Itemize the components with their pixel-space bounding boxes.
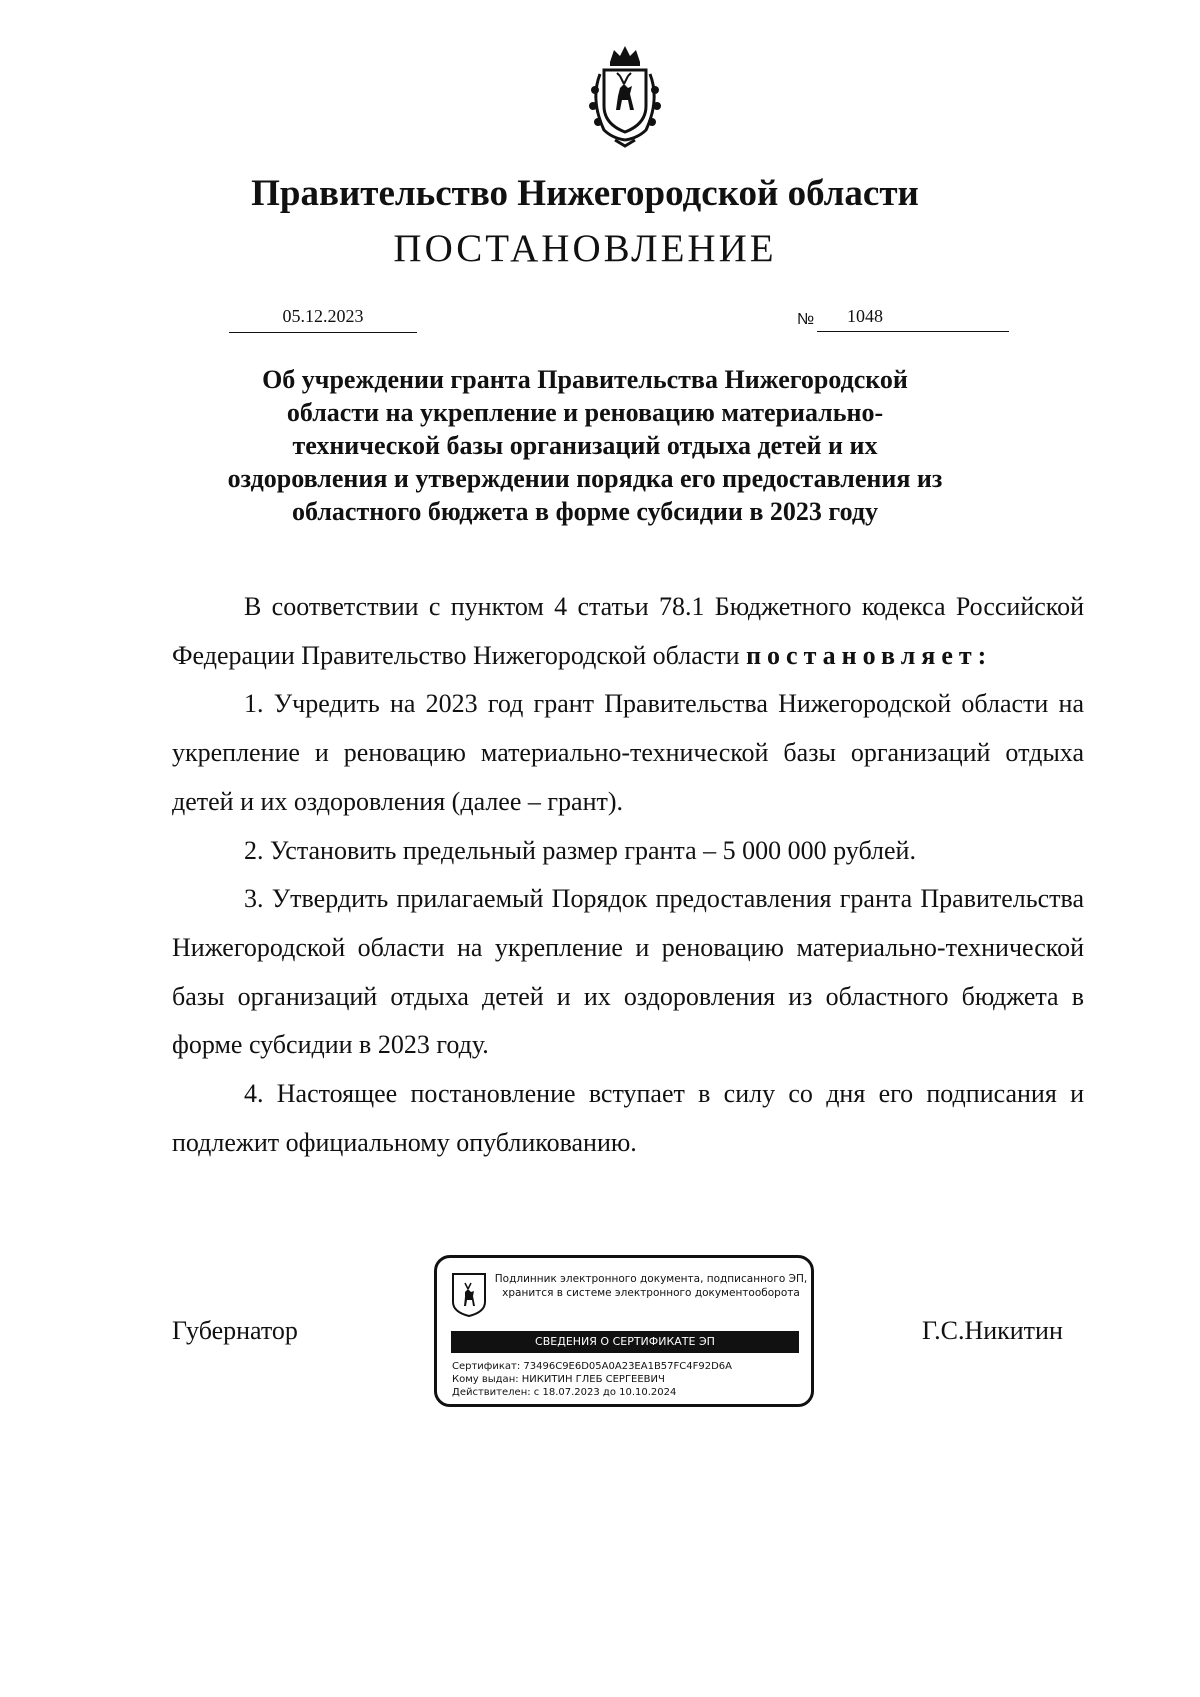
item-paragraph: 3. Утвердить прилагаемый Порядок предоставления гранта Правительства Нижегородской области на укрепление и реновацию материально-технической базы организаций отдыха детей и их оздоровления из областного бюджета в форме субсидии в 2023 году.: [172, 884, 1084, 1060]
signer-position: Губернатор: [172, 1316, 298, 1345]
title-line: технической базы организаций отдыха детей и их: [292, 431, 878, 460]
intro-paragraph: [172, 583, 1084, 680]
certificate-info: [452, 1360, 732, 1399]
stamp-bar-title: СВЕДЕНИЯ О СЕРТИФИКАТЕ ЭП: [451, 1331, 799, 1353]
stamp-line: хранится в системе электронного документооборота: [502, 1287, 800, 1299]
decree-word: постановляет:: [746, 640, 993, 670]
item-paragraph: 2. Установить предельный размер гранта – 5 000 000 рублей.: [244, 835, 916, 865]
document-number: 1048: [817, 306, 1009, 332]
coat-of-arms-icon: [451, 1272, 487, 1318]
certificate-owner: Кому выдан: НИКИТИН ГЛЕБ СЕРГЕЕВИЧ: [452, 1374, 665, 1385]
document-title: [200, 363, 970, 528]
document-date: 05.12.2023: [229, 306, 417, 333]
electronic-signature-stamp: [434, 1255, 814, 1407]
organization-name: Правительство Нижегородской области: [251, 173, 919, 214]
number-label: №: [797, 311, 815, 328]
document-type: ПОСТАНОВЛЕНИЕ: [393, 227, 777, 270]
certificate-number: Сертификат: 73496C9E6D05A0A23EA1B57FC4F92D6A: [452, 1361, 733, 1372]
document-body: [172, 583, 1084, 1167]
signer-name: Г.С.Никитин: [922, 1316, 1063, 1345]
stamp-line: Подлинник электронного документа, подписанного ЭП,: [494, 1273, 808, 1285]
coat-of-arms-emblem: [570, 40, 680, 150]
item-paragraph: 1. Учредить на 2023 год грант Правительства Нижегородской области на укрепление и реновацию материально-технической базы организаций отдыха детей и их оздоровления (далее – грант).: [172, 689, 1084, 816]
title-line: Об учреждении гранта Правительства Нижегородской: [262, 365, 908, 394]
title-line: областного бюджета в форме субсидии в 2023 году: [291, 497, 878, 526]
intro-text: В соответствии с пунктом 4 статьи 78.1 Бюджетного кодекса Российской Федерации Правительство Нижегородской области: [172, 592, 1084, 670]
item-paragraph: 4. Настоящее постановление вступает в силу со дня его подписания и подлежит официальному опубликованию.: [172, 1079, 1084, 1157]
title-line: области на укрепление и реновацию материально-: [286, 398, 884, 427]
stamp-header: [493, 1272, 809, 1300]
title-line: оздоровления и утверждении порядка его предоставления из: [227, 464, 943, 493]
certificate-validity: Действителен: с 18.07.2023 до 10.10.2024: [452, 1387, 677, 1398]
